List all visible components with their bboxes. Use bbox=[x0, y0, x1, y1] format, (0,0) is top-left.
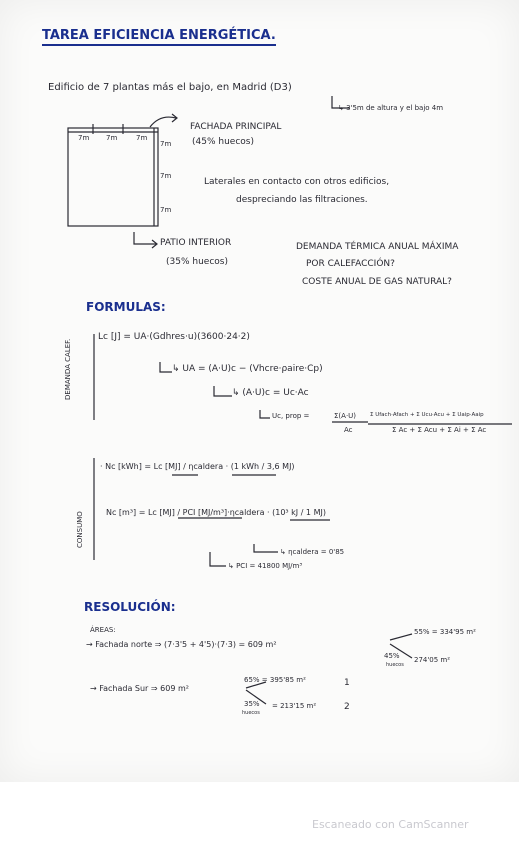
resolution-line-1: → Fachada norte ⇒ (7·3'5 + 4'5)·(7·3) = 609 m² bbox=[86, 640, 277, 649]
res2-branch-2-prefix: 35% bbox=[244, 700, 260, 708]
dim-side-3: 7m bbox=[160, 206, 172, 214]
res2-branch-2: = 213'15 m² bbox=[272, 702, 317, 710]
res2-branch-1: 65% = 395'85 m² bbox=[244, 676, 306, 684]
formulas-heading: FORMULAS: bbox=[86, 300, 166, 314]
res2-branch-2-num: 2 bbox=[344, 702, 350, 712]
side-label-calef: DEMANDA CALEF. bbox=[64, 338, 72, 400]
res1-branch-1: 55% = 334'95 m² bbox=[414, 628, 476, 636]
resolution-line-2: → Fachada Sur ⇒ 609 m² bbox=[90, 684, 189, 693]
dim-top-2: 7m bbox=[106, 134, 118, 142]
scanner-watermark: Escaneado con CamScanner bbox=[312, 818, 469, 831]
patio-sublabel: (35% huecos) bbox=[166, 257, 228, 267]
formula-3: ↳ (A·U)c = Uc·Ac bbox=[232, 388, 309, 398]
patio-label: PATIO INTERIOR bbox=[160, 238, 232, 248]
question-2: POR CALEFACCIÓN? bbox=[306, 259, 395, 269]
res1-branch-2-prefix: 45% bbox=[384, 652, 400, 660]
formula-4-num: Σ(A·U) bbox=[334, 412, 357, 420]
lateral-label-2: despreciando las filtraciones. bbox=[236, 195, 368, 205]
page-title: TAREA EFICIENCIA ENERGÉTICA. bbox=[42, 28, 276, 46]
dim-side-2: 7m bbox=[160, 172, 172, 180]
side-label-consumo: CONSUMO bbox=[76, 511, 84, 548]
formula-4-right-num: Σ Ufach·Afach + Σ Ucu·Acu + Σ Uaip·Aaip bbox=[370, 412, 484, 418]
formula-8: ↳ PCI = 41800 MJ/m³ bbox=[228, 562, 303, 570]
areas-label: ÁREAS: bbox=[90, 626, 116, 634]
question-3: COSTE ANUAL DE GAS NATURAL? bbox=[302, 277, 452, 287]
res1-branch-2-label: huecos bbox=[386, 662, 404, 668]
formula-2: ↳ UA = (A·U)c − (Vhcre·ρaire·Cp) bbox=[172, 364, 323, 374]
res1-branch-2: 274'05 m² bbox=[414, 656, 451, 664]
formula-1: Lc [J] = UA·(Gdhres·u)(3600·24·2) bbox=[98, 332, 250, 342]
intro-line-1: Edificio de 7 plantas más el bajo, en Madrid (D3) bbox=[48, 82, 292, 93]
building-outline bbox=[68, 128, 158, 226]
formula-4-den: Ac bbox=[344, 426, 353, 434]
dim-side-1: 7m bbox=[160, 140, 172, 148]
res2-branch-1-num: 1 bbox=[344, 678, 350, 688]
dim-top-1: 7m bbox=[78, 134, 90, 142]
facade-label: FACHADA PRINCIPAL bbox=[190, 122, 282, 132]
res2-branch-2-label: huecos bbox=[242, 710, 260, 716]
formula-4-right-den: Σ Ac + Σ Acu + Σ Ai + Σ Ac bbox=[392, 426, 487, 434]
intro-line-2: ↳ 3'5m de altura y el bajo 4m bbox=[338, 104, 444, 112]
facade-sublabel: (45% huecos) bbox=[192, 137, 254, 147]
formula-5: · Nc [kWh] = Lc [MJ] / ηcaldera · (1 kWh / 3,6 MJ) bbox=[100, 462, 295, 471]
resolution-heading: RESOLUCIÓN: bbox=[84, 600, 176, 614]
formula-6: Nc [m³] = Lc [MJ] / PCI [MJ/m³]·ηcaldera · (10³ kJ / 1 MJ) bbox=[106, 508, 326, 517]
formula-7: ↳ ηcaldera = 0'85 bbox=[280, 548, 345, 556]
dim-top-3: 7m bbox=[136, 134, 148, 142]
question-1: DEMANDA TÉRMICA ANUAL MÁXIMA bbox=[296, 242, 459, 252]
lateral-label-1: Laterales en contacto con otros edificios, bbox=[204, 177, 390, 187]
formula-4-left: Uc, prop = bbox=[272, 412, 310, 420]
